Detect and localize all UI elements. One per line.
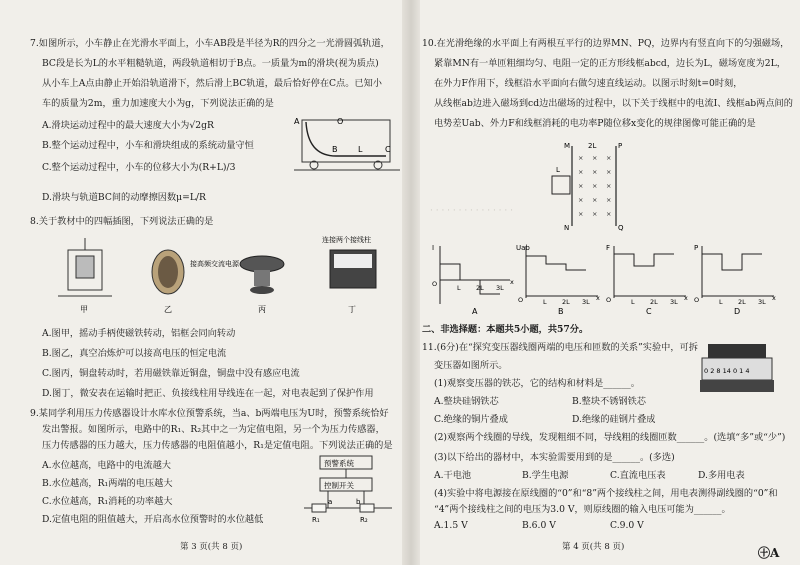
q11-1-option-c[interactable]: C.绝缘的铜片叠成 xyxy=(434,414,508,425)
q10-caption-a: A xyxy=(472,307,478,316)
q11-3-option-b[interactable]: B.学生电源 xyxy=(522,470,569,481)
q10-line-1: 10.在光滑绝缘的水平面上有两根互平行的边界MN、PQ，边界内有竖直向下的匀强磁场， xyxy=(422,38,790,49)
svg-text:×: × xyxy=(592,210,598,218)
q11-3-option-c[interactable]: C.直流电压表 xyxy=(610,470,666,481)
q11-figure-transformer xyxy=(694,340,780,398)
q8-option-c[interactable]: C.图丙，铜盘转动时，若用磁铁靠近铜盘，铜盘中没有感应电流 xyxy=(42,368,300,379)
q8-figure-jia xyxy=(58,238,112,296)
page-4 xyxy=(422,0,793,565)
svg-text:×: × xyxy=(606,154,612,162)
q10-line-3: 在外力F作用下，线框沿水平面向右做匀速直线运动。以图示时刻t=0时刻， xyxy=(434,78,743,89)
q10-tick-d-2l: 2L xyxy=(738,298,746,306)
q10-axis-d: P xyxy=(694,244,699,252)
q10-graph-c xyxy=(606,244,688,316)
q7-label-a: A xyxy=(294,117,300,126)
q10-tick-c-3l: 3L xyxy=(670,298,678,306)
q7-line-3: 从小车上A点由静止开始沿轨道滑下，然后滑上BC轨道，最后恰好停在C点。已知小 xyxy=(42,78,382,89)
q10-label-q: Q xyxy=(618,224,624,232)
q11-line-1: 11.(6分)在“探究变压器线圈两端的电压和匝数的关系”实验中，可拆 xyxy=(422,342,698,353)
q8-option-a[interactable]: A.图甲，摇动手柄使磁铁转动，铝框会同向转动 xyxy=(42,328,236,339)
q10-label-side: L xyxy=(556,166,560,174)
q7-figure-cart xyxy=(292,112,402,174)
svg-text:×: × xyxy=(606,168,612,176)
svg-text:×: × xyxy=(592,154,598,162)
q10-graphs xyxy=(430,240,782,318)
svg-text:×: × xyxy=(592,196,598,204)
q10-tick-c-x: x xyxy=(684,294,688,302)
bleed-through-text: · · · · · · · · · · · · · · · xyxy=(430,206,513,216)
q10-tick-c-l: L xyxy=(631,298,635,306)
q10-label-m: M xyxy=(564,142,571,150)
q8-caption-bing: 丙 xyxy=(258,305,266,314)
q11-figure-scale: 0 2 8 14 0 1 4 xyxy=(704,367,750,375)
q9-option-a[interactable]: A.水位越高，电路中的电流越大 xyxy=(42,460,171,471)
q10-tick-b-2l: 2L xyxy=(562,298,570,306)
q10-axis-b: Uab xyxy=(516,244,530,252)
svg-text:×: × xyxy=(578,210,584,218)
q11-line-q4b: “4”两个接线柱之间的电压为3.0 V，则原线圈的输入电压可能为______。 xyxy=(434,504,731,515)
q11-3-option-a[interactable]: A.干电池 xyxy=(434,470,472,481)
q10-tick-d-3l: 3L xyxy=(758,298,766,306)
q7-option-a[interactable]: A.滑块运动过程中的最大速度大小为√2gR xyxy=(42,120,214,131)
q11-3-option-d[interactable]: D.多用电表 xyxy=(698,470,745,481)
q10-tick-a-o: O xyxy=(432,280,438,288)
q9-option-c[interactable]: C.水位越高，R₁消耗的功率越大 xyxy=(42,496,173,507)
q10-figure-field xyxy=(550,140,640,232)
magnetic-field-crosses xyxy=(578,154,611,218)
q7-line-1: 7.如图所示，小车静止在光滑水平面上，小车AB段是半径为R的四分之一光滑圆弧轨道， xyxy=(30,38,390,49)
page-fold xyxy=(402,0,420,565)
page-3-footer: 第 3 页(共 8 页) xyxy=(180,542,243,552)
q9-line-3: 压力传感器的压力越大，压力传感器的电阻值越小，R₁是定值电阻。下列说法正确的是 xyxy=(42,440,393,451)
svg-text:×: × xyxy=(578,168,584,176)
q8-caption-ding: 丁 xyxy=(348,305,356,314)
q10-tick-c-2l: 2L xyxy=(650,298,658,306)
q10-tick-d-l: L xyxy=(719,298,723,306)
q8-caption-yi: 乙 xyxy=(164,305,172,314)
corner-mark: ㊉A xyxy=(758,546,780,560)
q10-tick-c-o: O xyxy=(606,296,612,304)
q8-option-d[interactable]: D.图丁，微安表在运输时把正、负接线柱用导线连在一起，对电表起到了保护作用 xyxy=(42,388,374,399)
svg-text:×: × xyxy=(606,182,612,190)
q10-label-n: N xyxy=(564,224,570,232)
svg-text:×: × xyxy=(606,196,612,204)
q10-caption-b: B xyxy=(558,307,564,316)
q11-1-option-a[interactable]: A.整块硅钢铁芯 xyxy=(434,396,499,407)
q11-4-option-c[interactable]: C.9.0 V xyxy=(610,520,644,531)
q11-1-option-d[interactable]: D.绝缘的硅钢片叠成 xyxy=(572,414,656,425)
q9-line-1: 9.某同学利用压力传感器设计水库水位预警系统，当a、b两端电压为U时，预警系统恰好 xyxy=(30,408,389,419)
q9-option-b[interactable]: B.水位越高，R₁两端的电压越大 xyxy=(42,478,173,489)
q10-axis-c: F xyxy=(606,244,611,252)
svg-text:×: × xyxy=(592,168,598,176)
q8-figure-bing xyxy=(240,256,284,294)
q10-tick-a-x: x xyxy=(510,278,514,286)
q8-figures xyxy=(40,236,400,316)
q9-label-a: a xyxy=(328,498,333,506)
q9-label-b: b xyxy=(356,498,361,506)
q10-axis-a: I xyxy=(432,244,435,252)
q7-label-b: B xyxy=(332,145,338,154)
page-3 xyxy=(30,0,402,565)
q9-label-r1: R₁ xyxy=(312,516,320,524)
q11-4-option-a[interactable]: A.1.5 V xyxy=(434,520,468,531)
q10-tick-d-x: x xyxy=(772,294,776,302)
svg-text:×: × xyxy=(606,210,612,218)
q11-line-2: 变压器如图所示。 xyxy=(434,360,508,371)
svg-text:×: × xyxy=(578,182,584,190)
q9-option-d[interactable]: D.定值电阻的阻值越大，开启高水位预警时的水位越低 xyxy=(42,514,264,525)
q10-caption-d: D xyxy=(734,307,741,316)
q10-tick-a-2l: 2L xyxy=(476,284,484,292)
q11-line-q2: (2)观察两个线圈的导线，发现粗细不同，导线粗的线圈匝数______。(选填“多”或“少”) xyxy=(434,432,786,443)
q7-option-b[interactable]: B.整个运动过程中，小车和滑块组成的系统动量守恒 xyxy=(42,140,254,151)
q8-option-b[interactable]: B.图乙，真空冶炼炉可以接高电压的恒定电流 xyxy=(42,348,227,359)
q11-line-q4a: (4)实验中将电源接在原线圈的“0”和“8”两个接线柱之间，用电表测得副线圈的“0”和 xyxy=(434,488,778,499)
q10-graph-d xyxy=(694,244,776,316)
q10-tick-b-l: L xyxy=(543,298,547,306)
q8-figure-yi xyxy=(152,250,240,294)
q9-figure-circuit xyxy=(298,454,398,526)
q10-tick-b-o: O xyxy=(518,296,524,304)
q7-label-c: C xyxy=(385,145,391,154)
q10-tick-a-l: L xyxy=(457,284,461,292)
q7-line-4: 车的质量为2m，重力加速度大小为g，下列说法正确的是 xyxy=(42,98,274,109)
q8-note-yi: 接高频交流电源 xyxy=(190,260,239,268)
q10-tick-b-x: x xyxy=(596,294,600,302)
q8-figure-ding xyxy=(322,236,376,288)
q7-option-d[interactable]: D.滑块与轨道BC间的动摩擦因数μ=L/R xyxy=(42,192,206,203)
q10-tick-d-o: O xyxy=(694,296,700,304)
q7-option-c[interactable]: C.整个运动过程中，小车的位移大小为(R+L)/3 xyxy=(42,162,236,173)
page-4-footer: 第 4 页(共 8 页) xyxy=(562,542,625,552)
q8-stem: 8.关于教材中的四幅插图，下列说法正确的是 xyxy=(30,216,214,227)
q10-graph-b xyxy=(516,244,600,316)
q11-line-q3: (3)以下给出的器材中，本实验需要用到的是______。(多选) xyxy=(434,452,675,463)
q7-label-l: L xyxy=(358,145,363,154)
q9-line-2: 发出警报。如图所示，电路中的R₁、R₂其中之一为定值电阻，另一个为压力传感器， xyxy=(42,424,385,435)
q7-label-o: O xyxy=(337,117,344,126)
svg-text:×: × xyxy=(578,196,584,204)
q10-tick-a-3l: 3L xyxy=(496,284,504,292)
svg-text:×: × xyxy=(592,182,598,190)
q8-note-ding: 连接两个接线柱 xyxy=(322,236,371,244)
q9-label-r2: R₂ xyxy=(360,516,368,524)
section-heading: 二、非选择题：本题共5小题，共57分。 xyxy=(422,324,589,335)
q11-1-option-b[interactable]: B.整块不锈钢铁芯 xyxy=(572,396,646,407)
q10-line-2: 紧靠MN有一单匝粗细均匀、电阻一定的正方形线框abcd，边长为L，磁场宽度为2L， xyxy=(434,58,786,69)
q8-caption-jia: 甲 xyxy=(80,305,88,314)
q10-line-4: 从线框ab边进入磁场到cd边出磁场的过程中，以下关于线框中的电流I、线框ab两点间的 xyxy=(434,98,793,109)
svg-text:×: × xyxy=(578,154,584,162)
q10-label-p: P xyxy=(618,142,623,150)
q10-caption-c: C xyxy=(646,307,652,316)
q9-box-alarm: 预警系统 xyxy=(324,459,354,468)
q9-box-switch: 控制开关 xyxy=(324,481,354,490)
q10-label-width: 2L xyxy=(588,142,597,150)
q7-line-2: BC段是长为L的水平粗糙轨道，两段轨道相切于B点。一质量为m的滑块(视为质点) xyxy=(42,58,379,69)
q11-4-option-b[interactable]: B.6.0 V xyxy=(522,520,556,531)
q10-graph-a xyxy=(432,244,514,316)
q10-line-5: 电势差Uab、外力F和线框消耗的电功率P随位移x变化的规律图像可能正确的是 xyxy=(434,118,756,129)
q10-tick-b-3l: 3L xyxy=(582,298,590,306)
q11-line-3: (1)观察变压器的铁芯，它的结构和材料是______。 xyxy=(434,378,640,389)
